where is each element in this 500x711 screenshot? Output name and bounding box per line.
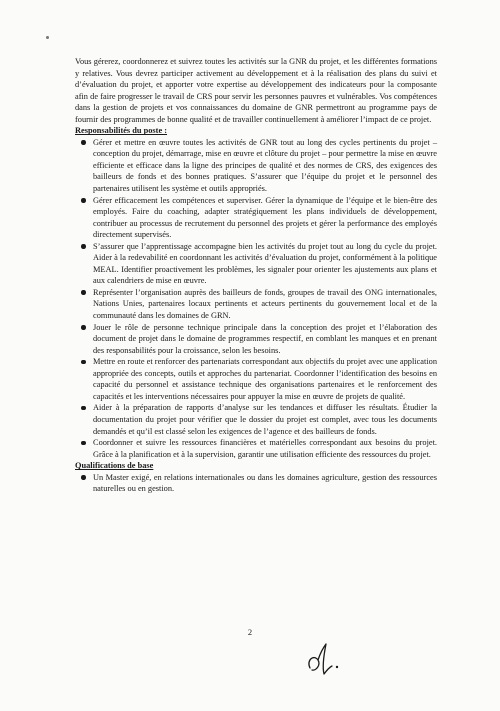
- list-item-text: Aider à la préparation de rapports d’analyse sur les tendances et diffuser les résultats. Étudier la documentation du projet pour vérifier que le dossier du projet est complet, avec tous les documents demandés et qu’il est classé selon les exigences de l’agence et des bailleurs de fonds.: [93, 403, 437, 436]
- scan-speck: [46, 36, 49, 39]
- bullet-icon: [81, 406, 86, 411]
- bullet-icon: [81, 360, 86, 365]
- responsibilities-heading: Responsabilités du poste :: [75, 126, 168, 136]
- list-item: [93, 241, 437, 287]
- bullet-icon: [81, 441, 86, 446]
- qualifications-heading: Qualifications de base: [75, 461, 154, 471]
- list-item-text: Représenter l’organisation auprès des bailleurs de fonds, groupes de travail des ONG internationales, Nations Unies, partenaires locaux pertinents et acteurs pertinents du gouvernement local et de la communauté dans les domaines de GRN.: [93, 287, 437, 321]
- page-content: [75, 56, 437, 495]
- qualifications-list: [75, 472, 437, 495]
- list-item: [93, 137, 437, 195]
- list-item: [93, 287, 437, 322]
- bullet-icon: [81, 244, 86, 249]
- bullet-icon: [81, 198, 86, 203]
- list-item: [93, 437, 437, 460]
- list-item: [93, 195, 437, 241]
- list-item: [93, 322, 437, 357]
- bullet-icon: [81, 325, 86, 330]
- list-item-text: Gérer et mettre en œuvre toutes les activités de GNR tout au long des cycles pertinents du projet – conception du projet, démarrage, mise en œuvre et clôture du projet – pour permettre la mise en œuvre efficiente et efficace dans la ligne des principes de qualité et des normes de CRS, des exigences des bailleurs de fonds et des bonnes pratiques. S’assurer que l’équipe du projet et le personnel des partenaires utilisent les système et outils appropriés.: [93, 137, 437, 194]
- list-item: [93, 356, 437, 402]
- responsibilities-list: [75, 137, 437, 460]
- list-item-text: Mettre en route et renforcer des partenariats correspondant aux objectifs du projet avec une application appropriée des concepts, outils et approches du partenariat. Coordonner l’identification des besoins en capacité du personnel et assistance technique des organisations partenaires et le renforcement des capacités et les interventions nécessaires pour appuyer la mise en œuvre de projets de qualité.: [93, 357, 437, 401]
- list-item: [93, 402, 437, 437]
- list-item-text: Coordonner et suivre les ressources financières et matérielles correspondant aux besoins du projet. Grâce à la planification et à la supervision, garantir une utilisation efficiente des ressources du projet.: [93, 438, 437, 459]
- bullet-icon: [81, 140, 86, 145]
- intro-paragraph: Vous gérerez, coordonnerez et suivrez toutes les activités sur la GNR du projet, et les différentes formations y relatives. Vous devrez participer activement au développement et à la réalisation des plans du suivi et d’évaluation du projet, et apporter votre expertise au développement des indicateurs pour la composante afin de faire progresser le travail de CRS pour servir les personnes pauvres et vulnérables. Vos compétences dans la gestion de projets et vos connaissances du domaine de GNR permettront au programme pays de fournir des programmes de bonne qualité et de travailler continuellement à améliorer l’impact de ce projet.: [75, 57, 437, 124]
- page-number: 2: [247, 627, 253, 637]
- handwritten-initials-icon: [296, 640, 356, 680]
- list-item-text: Un Master exigé, en relations internationales ou dans les domaines agriculture, gestion des ressources naturelles ou en gestion.: [93, 472, 437, 494]
- list-item-text: Gérer efficacement les compétences et superviser. Gérer la dynamique de l’équipe et le bien-être des employés. Faire du coaching, adapter stratégiquement les plans individuels de développement, contribuer au processus de recrutement du personnel des projets et gérer la performance des employés directement supervisés.: [93, 195, 437, 240]
- list-item: [93, 472, 437, 495]
- bullet-icon: [81, 475, 86, 480]
- list-item-text: S’assurer que l’apprentissage accompagne bien les activités du projet tout au long du cycle du projet. Aider à la redevabilité en coordonnant les activités d’évaluation du projet, conformément à la politique MEAL. Identifier proactivement les problèmes, les signaler pour orienter les ajustements aux plans et aux calendriers de mise en œuvre.: [93, 241, 437, 286]
- bullet-icon: [81, 290, 86, 295]
- list-item-text: Jouer le rôle de personne technique principale dans la conception des projet et l’élaboration des document de projet dans le domaine de programmes respectif, en comblant les manques et en prenant des responsabilités pour la croissance, selon les besoins.: [93, 322, 437, 355]
